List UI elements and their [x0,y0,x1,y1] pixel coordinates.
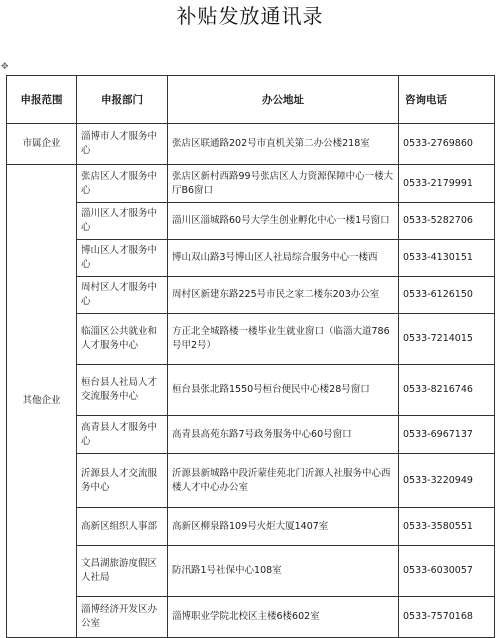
phone-cell: 0533-6030057 [399,546,495,597]
phone-cell: 0533-7570168 [399,597,495,638]
contact-table [6,75,495,638]
dept-cell: 沂源县人才交流服务中心 [77,454,168,508]
header-dept: 申报部门 [77,76,168,124]
table-row [7,416,495,454]
phone-cell: 0533-2179991 [399,165,495,203]
phone-cell: 0533-5282706 [399,203,495,240]
dept-cell: 博山区人才服务中心 [77,240,168,277]
dept-cell: 高新区组织人事部 [77,508,168,546]
table-move-handle-icon[interactable]: ✥ [1,62,9,72]
phone-cell: 0533-2769860 [399,124,495,165]
table-row [7,546,495,597]
header-scope: 申报范围 [7,76,77,124]
phone-cell: 0533-7214015 [399,314,495,365]
dept-cell: 周村区人才服务中心 [77,277,168,314]
table-row [7,277,495,314]
address-cell: 高青县高苑东路7号政务服务中心60号窗口 [168,416,399,454]
dept-cell: 张店区人才服务中心 [77,165,168,203]
phone-cell: 0533-3220949 [399,454,495,508]
table-row [7,365,495,416]
table-row [7,597,495,638]
header-phone: 咨询电话 [399,76,495,124]
phone-cell: 0533-6967137 [399,416,495,454]
table-row [7,508,495,546]
dept-cell: 淄博市人才服务中心 [77,124,168,165]
dept-cell: 淄川区人才服务中心 [77,203,168,240]
address-cell: 张店区联通路202号市直机关第二办公楼218室 [168,124,399,165]
table-row [7,454,495,508]
phone-cell: 0533-6126150 [399,277,495,314]
table-row [7,314,495,365]
header-address: 办公地址 [168,76,399,124]
table-row [7,124,495,165]
dept-cell: 高青县人才服务中心 [77,416,168,454]
address-cell: 沂源县新城路中段沂蒙佳苑北门沂源人社服务中心西楼人才中心办公室 [168,454,399,508]
header-row [7,76,495,124]
table-row [7,165,495,203]
phone-cell: 0533-8216746 [399,365,495,416]
scope-cell: 市属企业 [7,124,77,165]
address-cell: 方正北全城路楼一楼毕业生就业窗口（临淄大道786号甲2号） [168,314,399,365]
address-cell: 博山双山路3号博山区人社局综合服务中心一楼西 [168,240,399,277]
address-cell: 淄川区淄城路60号大学生创业孵化中心一楼1号窗口 [168,203,399,240]
address-cell: 高新区柳泉路109号火炬大厦1407室 [168,508,399,546]
scope-cell: 其他企业 [7,165,77,638]
address-cell: 张店区新村西路99号张店区人力资源保障中心一楼大厅B6窗口 [168,165,399,203]
address-cell: 淄博职业学院北校区主楼6楼602室 [168,597,399,638]
phone-cell: 0533-4130151 [399,240,495,277]
phone-cell: 0533-3580551 [399,508,495,546]
address-cell: 桓台县张北路1550号桓台便民中心楼28号窗口 [168,365,399,416]
dept-cell: 临淄区公共就业和人才服务中心 [77,314,168,365]
table-row [7,240,495,277]
address-cell: 防汛路1号社保中心108室 [168,546,399,597]
table-row [7,203,495,240]
dept-cell: 桓台县人社局人才交流服务中心 [77,365,168,416]
dept-cell: 文昌湖旅游度假区人社局 [77,546,168,597]
page-title: 补贴发放通讯录 [176,4,324,28]
address-cell: 周村区新建东路225号市民之家二楼东203办公室 [168,277,399,314]
dept-cell: 淄博经济开发区办公室 [77,597,168,638]
